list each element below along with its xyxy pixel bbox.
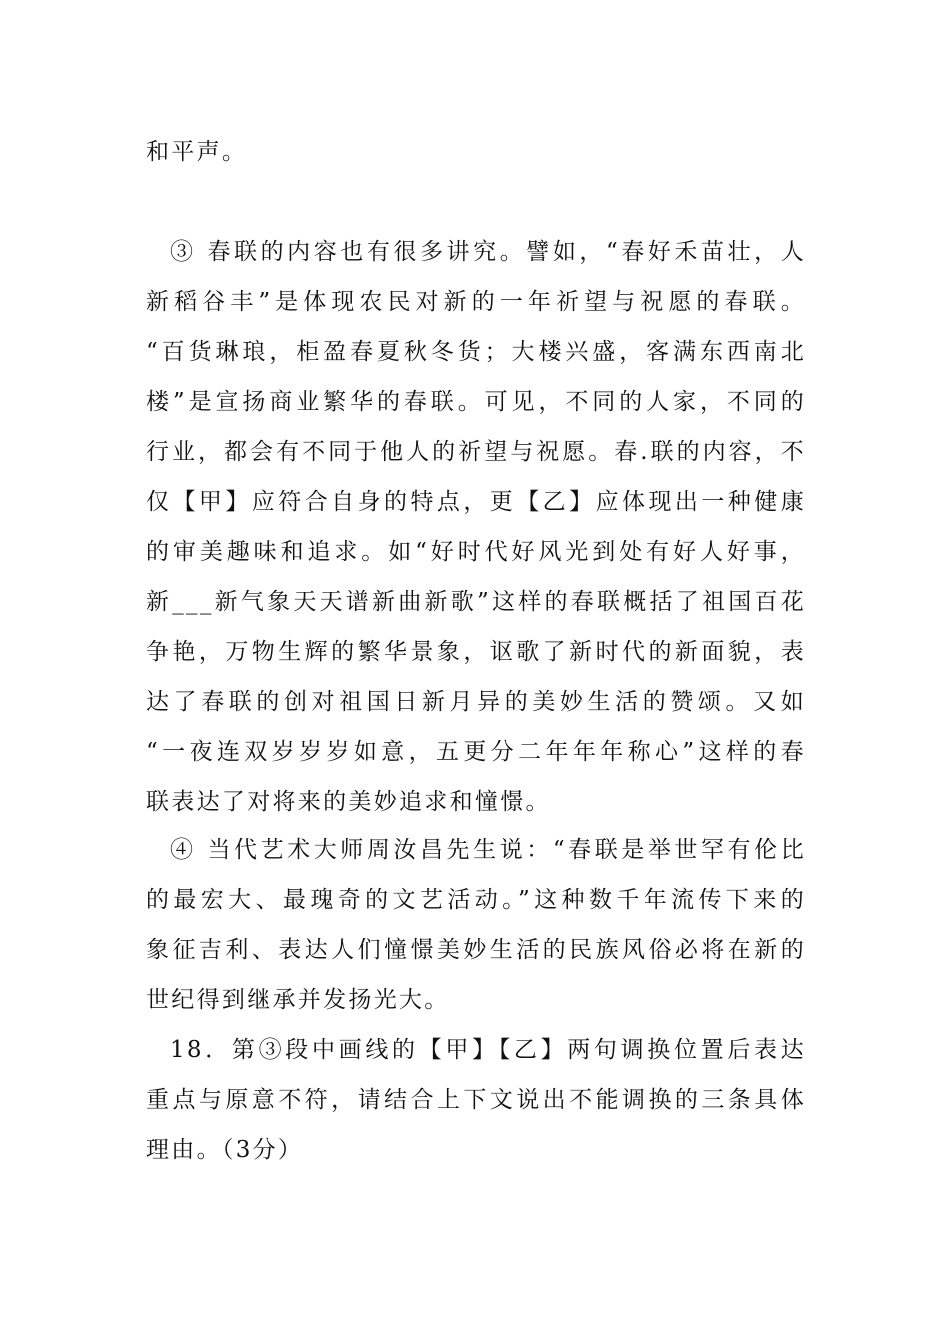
paragraph-3-line-8: 新___新气象天天谱新曲新歌”这样的春联概括了祖国百花	[146, 589, 806, 615]
paragraph-3-line-9: 争艳，万物生辉的繁华景象，讴歌了新时代的新面貌，表	[146, 639, 806, 665]
paragraph-4-line-3: 象征吉利、表达人们憧憬美妙生活的民族风俗必将在新的	[146, 937, 806, 963]
paragraph-3-line-12: 联表达了对将来的美妙追求和憧憬。	[146, 789, 551, 815]
question-18-line-3: 理由。（3分）	[146, 1137, 304, 1163]
paragraph-3-line-7: 的审美趣味和追求。如“好时代好风光到处有好人好事，	[146, 539, 806, 565]
question-18-line-1: 18．第③段中画线的【甲】【乙】两句调换位置后表达	[170, 1037, 806, 1063]
question-18-line-2: 重点与原意不符，请结合上下文说出不能调换的三条具体	[146, 1087, 806, 1113]
paragraph-4-line-4: 世纪得到继承并发扬光大。	[146, 987, 450, 1013]
paragraph-2-tail-line: 和平声。	[146, 139, 248, 165]
paragraph-3-line-5: 行业，都会有不同于他人的祈望与祝愿。春.联的内容，不	[146, 439, 806, 465]
paragraph-3-line-1: ③ 春联的内容也有很多讲究。譬如，“春好禾苗壮，人	[170, 239, 806, 265]
paragraph-3-line-4: 楼”是宣扬商业繁华的春联。可见，不同的人家，不同的	[146, 389, 806, 415]
paragraph-3-line-11: “一夜连双岁岁岁如意，五更分二年年年称心”这样的春	[146, 739, 806, 765]
paragraph-4-line-2: 的最宏大、最瑰奇的文艺活动。”这种数千年流传下来的	[146, 887, 806, 913]
paragraph-3-line-3: “百货琳琅，柜盈春夏秋冬货；大楼兴盛，客满东西南北	[146, 339, 806, 365]
paragraph-3-line-6: 仅【甲】应符合自身的特点，更【乙】应体现出一种健康	[146, 489, 806, 515]
paragraph-3-line-2: 新稻谷丰”是体现农民对新的一年祈望与祝愿的春联。	[146, 289, 806, 315]
paragraph-4-line-1: ④ 当代艺术大师周汝昌先生说：“春联是举世罕有伦比	[170, 837, 806, 863]
paragraph-3-line-10: 达了春联的创对祖国日新月异的美妙生活的赞颂。又如	[146, 689, 806, 715]
